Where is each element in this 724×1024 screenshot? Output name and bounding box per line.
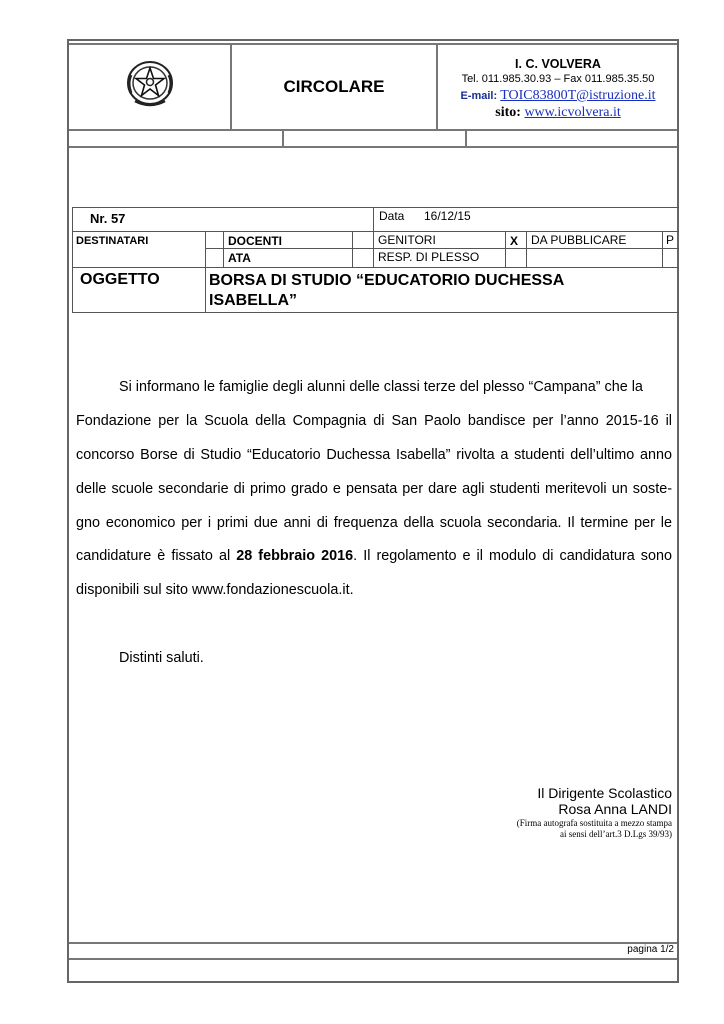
recipients-col-5	[526, 231, 527, 267]
recipient-ata: ATA	[228, 251, 251, 265]
site-link[interactable]: www.icvolvera.it	[524, 105, 621, 120]
da-pubblicare-mark: P	[666, 233, 675, 247]
page-frame	[67, 39, 679, 983]
genitori-checkmark: X	[510, 234, 519, 248]
footer-mid-rule	[69, 958, 677, 960]
circular-number: Nr. 57	[90, 211, 126, 226]
closing-greeting: Distinti saluti.	[119, 650, 204, 666]
recipients-label: DESTINATARI	[76, 235, 149, 247]
body-line-3: concorso Borse di Studio “Educatorio Duchessa Isabella” rivolta a studenti dell’ultimo anno	[76, 447, 672, 463]
header-divider-2	[436, 43, 438, 131]
signature-note-2: ai sensi dell’art.3 D.Lgs 39/93)	[560, 829, 672, 839]
body-line-5: gno economico per i primi due anni di frequenza della scuola secondaria. Il termine per le	[76, 515, 672, 531]
header-bottom-rule	[69, 129, 677, 131]
recipients-top	[72, 231, 679, 232]
strip-divider-2	[465, 131, 467, 146]
deadline-date: 28 febbraio 2016	[236, 548, 354, 564]
subject-line-2: ISABELLA”	[209, 292, 297, 309]
footer-top-rule	[69, 942, 677, 944]
email-label: E-mail:	[460, 90, 498, 102]
email-line	[440, 88, 676, 104]
republic-emblem-icon	[121, 55, 179, 111]
date-label: Data	[379, 209, 405, 223]
email-link[interactable]: TOIC83800T@istruzione.it	[500, 88, 656, 103]
body-line-6-start: candidature è fissato al	[76, 548, 231, 564]
school-name: I. C. VOLVERA	[515, 57, 601, 71]
table-left-border	[72, 207, 73, 312]
recipient-genitori: GENITORI	[378, 233, 436, 247]
signature-role: Il Dirigente Scolastico	[537, 785, 672, 801]
recipients-bottom	[72, 267, 679, 268]
signature-name: Rosa Anna LANDI	[558, 801, 672, 817]
subject-title	[209, 271, 564, 311]
recipients-col-2	[223, 231, 224, 267]
subject-bottom	[72, 312, 679, 313]
number-date-divider	[373, 207, 374, 267]
page-title: CIRCOLARE	[283, 77, 385, 96]
recipients-col-4	[505, 231, 506, 267]
body-line-4: delle scuole secondarie di primo grado e pensata per dare agli studenti meritevoli un soste-	[76, 481, 672, 497]
body-line-2: Fondazione per la Scuola della Compagnia di San Paolo bandisce per l’anno 2015-16 il	[76, 413, 672, 429]
strip-rule	[69, 146, 677, 148]
header-top-rule	[69, 43, 677, 45]
site-label: sito:	[495, 105, 521, 120]
subject-line-1: BORSA DI STUDIO “EDUCATORIO DUCHESSA	[209, 272, 565, 289]
body-line-1: Si informano le famiglie degli alunni delle classi terze del plesso “Campana” che la	[119, 379, 643, 395]
da-pubblicare-label: DA PUBBLICARE	[531, 233, 627, 247]
recipients-mid	[205, 248, 679, 249]
date-value: 16/12/15	[424, 209, 471, 223]
recipient-resp-plesso: RESP. DI PLESSO	[378, 250, 480, 264]
recipient-docenti: DOCENTI	[228, 234, 282, 248]
recipients-col-3	[352, 231, 353, 267]
phone-fax: Tel. 011.985.30.93 – Fax 011.985.35.50	[461, 73, 655, 85]
recipients-col-1	[205, 231, 206, 312]
body-line-6	[76, 548, 672, 564]
body-line-6-end: . Il regolamento e il modulo di candidatura sono	[353, 548, 672, 564]
site-line	[440, 105, 676, 121]
number-row-top	[72, 207, 679, 208]
strip-divider-1	[282, 131, 284, 146]
signature-note-1: (Firma autografa sostituita a mezzo stampa	[516, 818, 672, 828]
body-line-7: disponibili sul sito www.fondazionescuola.it.	[76, 582, 354, 598]
header-divider-1	[230, 43, 232, 131]
page-number: pagina 1/2	[627, 944, 674, 955]
subject-label: OGGETTO	[80, 271, 160, 288]
recipients-col-6	[662, 231, 663, 267]
